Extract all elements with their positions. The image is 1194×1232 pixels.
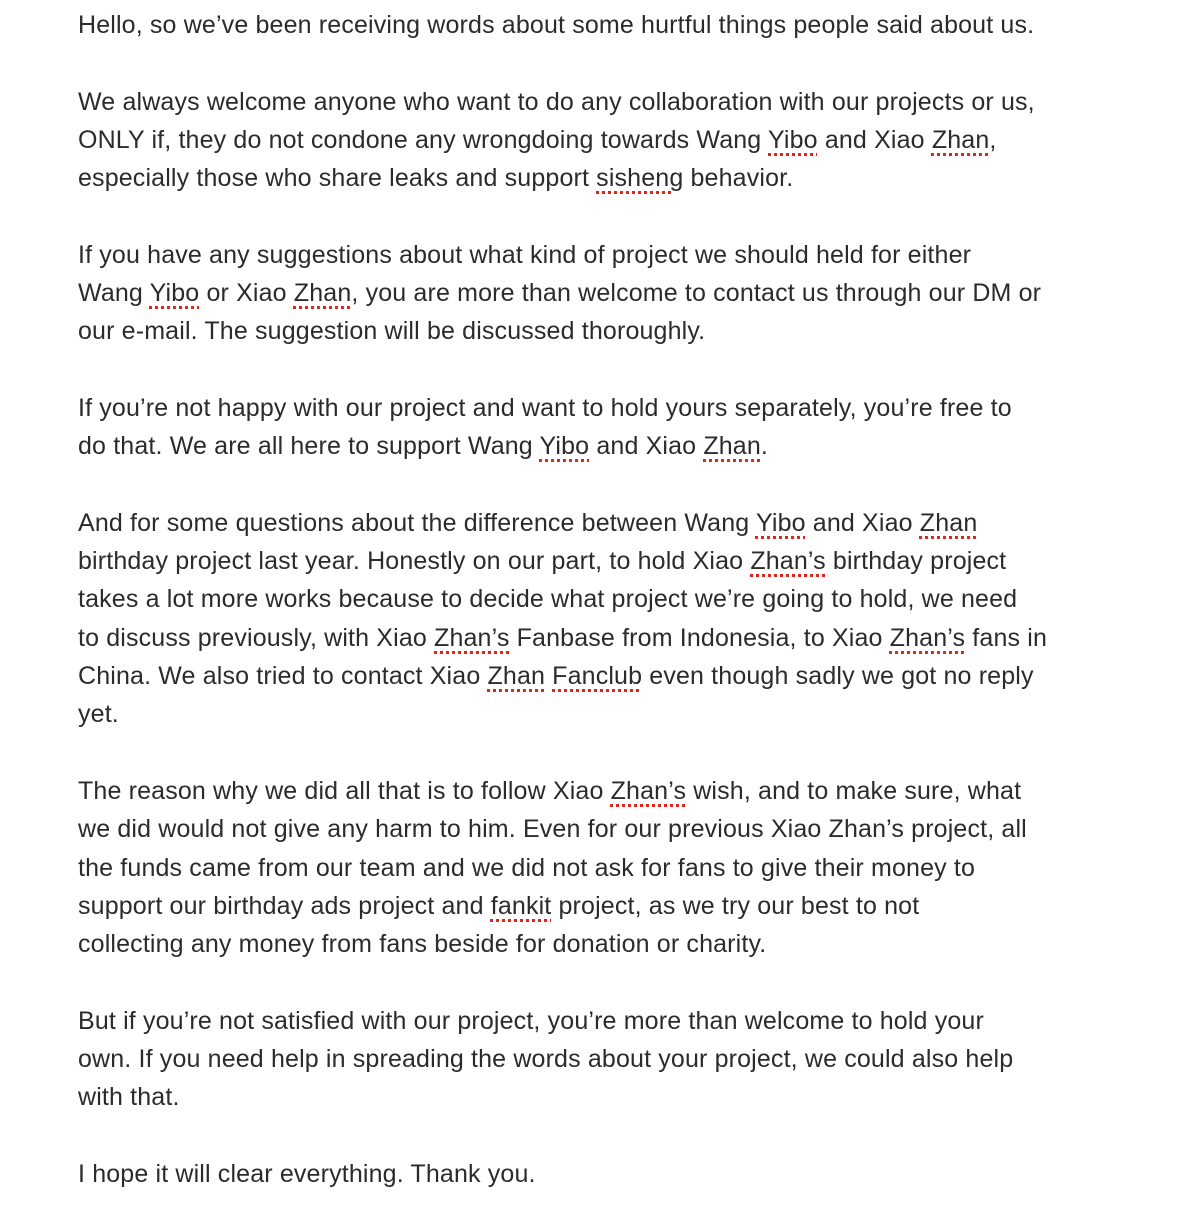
paragraph-8 (78, 1155, 1128, 1193)
paragraph-1 (78, 6, 1128, 44)
misspelled-word[interactable]: Zhan (293, 279, 352, 308)
text-run: birthday project last year. Honestly on our part, to hold Xiao (78, 547, 751, 576)
text-line (78, 619, 1128, 657)
text-run: our e-mail. The suggestion will be discussed thoroughly. (78, 317, 706, 346)
misspelled-word[interactable]: Yibo (755, 508, 806, 537)
text-run: takes a lot more works because to decide what project we’re going to hold, we need (78, 585, 1018, 614)
text-run: and Xiao (589, 432, 704, 461)
text-line (78, 1078, 1128, 1116)
paragraph-7 (78, 1002, 1128, 1117)
text-run: support our birthday ads project and (78, 891, 491, 920)
paragraph-6 (78, 772, 1128, 963)
paragraph-3 (78, 236, 1128, 351)
text-line (78, 887, 1128, 925)
text-line (78, 6, 1128, 44)
text-line (78, 83, 1128, 121)
text-run: But if you’re not satisfied with our project, you’re more than welcome to hold your (78, 1006, 984, 1035)
text-run: If you have any suggestions about what kind of project we should held for either (78, 240, 972, 269)
text-run: If you’re not happy with our project and want to hold yours separately, you’re free to (78, 393, 1012, 422)
misspelled-word[interactable]: Zhan (931, 125, 990, 154)
text-run: or Xiao (199, 279, 294, 308)
text-run: The reason why we did all that is to follow Xiao (78, 776, 611, 805)
misspelled-word[interactable]: Yibo (539, 432, 590, 461)
text-line (78, 695, 1128, 733)
note-body[interactable] (78, 6, 1128, 1232)
text-run: the funds came from our team and we did not ask for fans to give their money to (78, 853, 976, 882)
text-run: do that. We are all here to support Wang (78, 432, 540, 461)
text-line (78, 274, 1128, 312)
misspelled-word[interactable]: Zhan’s (434, 623, 510, 652)
text-run: we did would not give any harm to him. Even for our previous Xiao Zhan’s project, all (78, 815, 1027, 844)
misspelled-word[interactable]: sisheng (596, 164, 684, 193)
misspelled-word[interactable]: Yibo (149, 279, 200, 308)
text-line (78, 389, 1128, 427)
paragraph-4 (78, 389, 1128, 466)
misspelled-word[interactable]: Zhan’s (610, 776, 687, 805)
misspelled-word[interactable]: Yibo (768, 125, 818, 154)
text-line (78, 580, 1128, 618)
text-run: and Xiao (805, 508, 920, 537)
text-run: project, as we try our best to not (551, 891, 920, 920)
misspelled-word[interactable]: Zhan (703, 432, 761, 461)
paragraph-5 (78, 504, 1128, 734)
text-line (78, 810, 1128, 848)
text-line (78, 312, 1128, 350)
text-run: even though sadly we got no reply (642, 662, 1034, 691)
text-line (78, 121, 1128, 159)
text-run: . (760, 432, 769, 461)
text-run: fans in (965, 623, 1048, 652)
misspelled-word[interactable]: Zhan (487, 662, 546, 691)
text-run: China. We also tried to contact Xiao (78, 662, 488, 691)
misspelled-word[interactable]: fankit (490, 891, 552, 920)
text-run: with that. (78, 1083, 180, 1112)
text-line (78, 657, 1128, 695)
text-run: , you are more than welcome to contact us through our DM or (351, 279, 1042, 308)
text-run: Hello, so we’ve been receiving words about some hurtful things people said about us. (78, 11, 1035, 39)
text-run: birthday project (825, 547, 1007, 576)
text-line (78, 236, 1128, 274)
text-run: and Xiao (817, 125, 932, 154)
text-run: to discuss previously, with Xiao (78, 623, 435, 652)
text-run: And for some questions about the difference between Wang (78, 508, 756, 537)
paragraph-2 (78, 83, 1128, 198)
text-run: Fanbase from Indonesia, to Xiao (509, 623, 890, 652)
text-line (78, 772, 1128, 810)
text-run: I hope it will clear everything. Thank you. (78, 1159, 536, 1188)
text-line (78, 1040, 1128, 1078)
misspelled-word[interactable]: Zhan’s (889, 623, 966, 652)
text-run: own. If you need help in spreading the words about your project, we could also help (78, 1045, 1014, 1074)
text-line (78, 1155, 1128, 1193)
text-line (78, 159, 1128, 197)
text-line (78, 542, 1128, 580)
text-run: behavior. (683, 164, 794, 193)
text-line (78, 1002, 1128, 1040)
text-line (78, 849, 1128, 887)
text-run: wish, and to make sure, what (686, 776, 1022, 805)
text-run: , (989, 125, 997, 154)
misspelled-word[interactable]: Zhan (919, 508, 978, 537)
text-run: Wang (78, 279, 150, 308)
misspelled-word[interactable]: Fanclub (552, 662, 643, 691)
text-line (78, 427, 1128, 465)
text-run: especially those who share leaks and support (78, 164, 597, 193)
misspelled-word[interactable]: Zhan’s (750, 547, 826, 576)
text-line (78, 504, 1128, 542)
text-run: ONLY if, they do not condone any wrongdoing towards Wang (78, 125, 768, 154)
text-line (78, 925, 1128, 963)
text-run: collecting any money from fans beside for donation or charity. (78, 930, 767, 959)
text-run: We always welcome anyone who want to do any collaboration with our projects or us, (78, 87, 1035, 116)
text-run: yet. (78, 700, 119, 729)
